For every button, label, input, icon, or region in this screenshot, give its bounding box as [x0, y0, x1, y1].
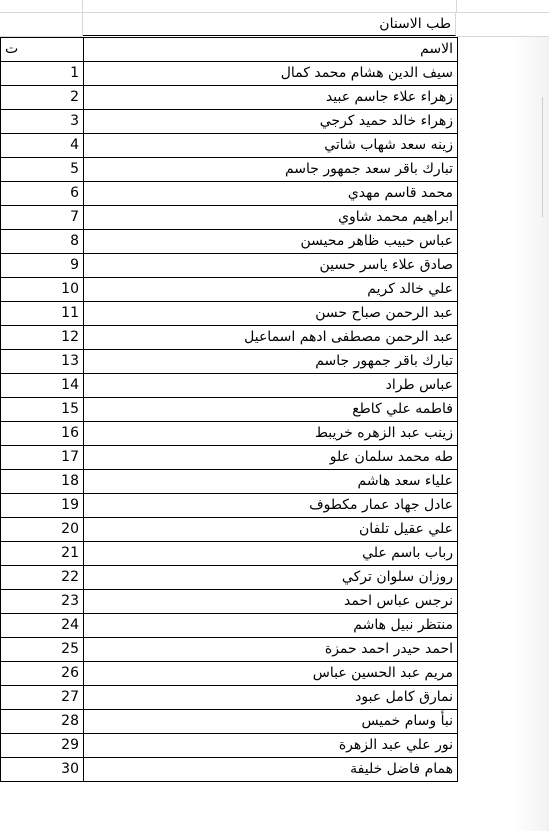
row-index-cell[interactable]: 6 [1, 182, 84, 206]
row-index-cell[interactable]: 1 [1, 62, 84, 86]
empty-cell[interactable] [457, 12, 549, 37]
row-name-cell[interactable]: رباب باسم علي [84, 542, 458, 566]
row-name-cell[interactable]: مريم عبد الحسين عباس [84, 662, 458, 686]
row-index-cell[interactable]: 17 [1, 446, 84, 470]
row-name-cell[interactable]: طه محمد سلمان علو [84, 446, 458, 470]
row-index-cell[interactable]: 16 [1, 422, 84, 446]
row-index-cell[interactable]: 15 [1, 398, 84, 422]
table-row [1, 86, 458, 110]
table-row [1, 590, 458, 614]
table-row [1, 374, 458, 398]
row-name-cell[interactable]: سيف الدين هشام محمد كمال [84, 62, 458, 86]
table-row [1, 518, 458, 542]
table-row [1, 734, 458, 758]
row-index-cell[interactable]: 9 [1, 254, 84, 278]
header-name-cell[interactable]: الاسم [84, 38, 458, 62]
row-index-cell[interactable]: 22 [1, 566, 84, 590]
table-row [1, 326, 458, 350]
row-index-cell[interactable]: 3 [1, 110, 84, 134]
table-row [1, 110, 458, 134]
table-row [1, 62, 458, 86]
row-name-cell[interactable]: عبد الرحمن مصطفى ادهم اسماعيل [84, 326, 458, 350]
row-name-cell[interactable]: علياء سعد هاشم [84, 470, 458, 494]
row-name-cell[interactable]: منتظر نبيل هاشم [84, 614, 458, 638]
row-index-cell[interactable]: 10 [1, 278, 84, 302]
empty-cell[interactable] [0, 12, 83, 37]
row-name-cell[interactable]: فاطمه علي كاطع [84, 398, 458, 422]
row-name-cell[interactable]: ابراهيم محمد شاوي [84, 206, 458, 230]
row-name-cell[interactable]: علي عقيل تلفان [84, 518, 458, 542]
table-row [1, 158, 458, 182]
row-name-cell[interactable]: عبد الرحمن صباح حسن [84, 302, 458, 326]
table-row [1, 638, 458, 662]
row-name-cell[interactable]: نبأ وسام خميس [84, 710, 458, 734]
row-name-cell[interactable]: تبارك باقر سعد جمهور جاسم [84, 158, 458, 182]
row-name-cell[interactable]: نور علي عبد الزهرة [84, 734, 458, 758]
row-name-cell[interactable]: زهراء خالد حميد كرجي [84, 110, 458, 134]
row-index-cell[interactable]: 18 [1, 470, 84, 494]
table-row [1, 302, 458, 326]
table-row [1, 350, 458, 374]
row-name-cell[interactable]: روزان سلوان تركي [84, 566, 458, 590]
grid-line [82, 0, 83, 12]
page-edge-line [542, 97, 543, 217]
table-row [1, 278, 458, 302]
row-name-cell[interactable]: احمد حيدر احمد حمزة [84, 638, 458, 662]
row-index-cell[interactable]: 2 [1, 86, 84, 110]
row-index-cell[interactable]: 23 [1, 590, 84, 614]
table-row [1, 542, 458, 566]
row-name-cell[interactable]: عادل جهاد عمار مكطوف [84, 494, 458, 518]
page-edge-shadow [458, 37, 549, 831]
row-index-cell[interactable]: 21 [1, 542, 84, 566]
table-row [1, 566, 458, 590]
row-index-cell[interactable]: 14 [1, 374, 84, 398]
row-index-cell[interactable]: 13 [1, 350, 84, 374]
row-name-cell[interactable]: علي خالد كريم [84, 278, 458, 302]
row-index-cell[interactable]: 28 [1, 710, 84, 734]
row-name-cell[interactable]: نمارق كامل عبود [84, 686, 458, 710]
row-name-cell[interactable]: زهراء علاء جاسم عبيد [84, 86, 458, 110]
table-row [1, 422, 458, 446]
title-row [0, 12, 549, 37]
row-index-cell[interactable]: 7 [1, 206, 84, 230]
row-index-cell[interactable]: 19 [1, 494, 84, 518]
table-row [1, 446, 458, 470]
table-row [1, 614, 458, 638]
row-index-cell[interactable]: 4 [1, 134, 84, 158]
row-name-cell[interactable]: نرجس عباس احمد [84, 590, 458, 614]
row-index-cell[interactable]: 12 [1, 326, 84, 350]
row-name-cell[interactable]: زينه سعد شهاب شاتي [84, 134, 458, 158]
table-row [1, 182, 458, 206]
table-row [1, 710, 458, 734]
row-index-cell[interactable]: 24 [1, 614, 84, 638]
row-index-cell[interactable]: 8 [1, 230, 84, 254]
row-index-cell[interactable]: 5 [1, 158, 84, 182]
table-row [1, 254, 458, 278]
table-row [1, 662, 458, 686]
row-name-cell[interactable]: صادق علاء ياسر حسين [84, 254, 458, 278]
row-index-cell[interactable]: 27 [1, 686, 84, 710]
row-index-cell[interactable]: 25 [1, 638, 84, 662]
header-index-cell[interactable]: ت [1, 38, 84, 62]
table-row [1, 758, 458, 782]
table-row [1, 398, 458, 422]
row-name-cell[interactable]: عباس حبيب ظاهر محيسن [84, 230, 458, 254]
student-table [0, 37, 458, 782]
table-row [1, 206, 458, 230]
row-name-cell[interactable]: زينب عبد الزهره خريبط [84, 422, 458, 446]
row-name-cell[interactable]: تبارك باقر جمهور جاسم [84, 350, 458, 374]
table-row [1, 494, 458, 518]
row-index-cell[interactable]: 26 [1, 662, 84, 686]
row-index-cell[interactable]: 11 [1, 302, 84, 326]
grid-line [456, 0, 457, 12]
row-index-cell[interactable]: 20 [1, 518, 84, 542]
table-row [1, 686, 458, 710]
row-name-cell[interactable]: عباس طراد [84, 374, 458, 398]
row-index-cell[interactable]: 30 [1, 758, 84, 782]
table-row [1, 470, 458, 494]
sheet-title[interactable]: طب الاسنان [83, 12, 456, 36]
row-index-cell[interactable]: 29 [1, 734, 84, 758]
row-name-cell[interactable]: همام فاضل خليفة [84, 758, 458, 782]
table-row [1, 134, 458, 158]
row-name-cell[interactable]: محمد قاسم مهدي [84, 182, 458, 206]
table-header-row [1, 38, 458, 62]
table-row [1, 230, 458, 254]
